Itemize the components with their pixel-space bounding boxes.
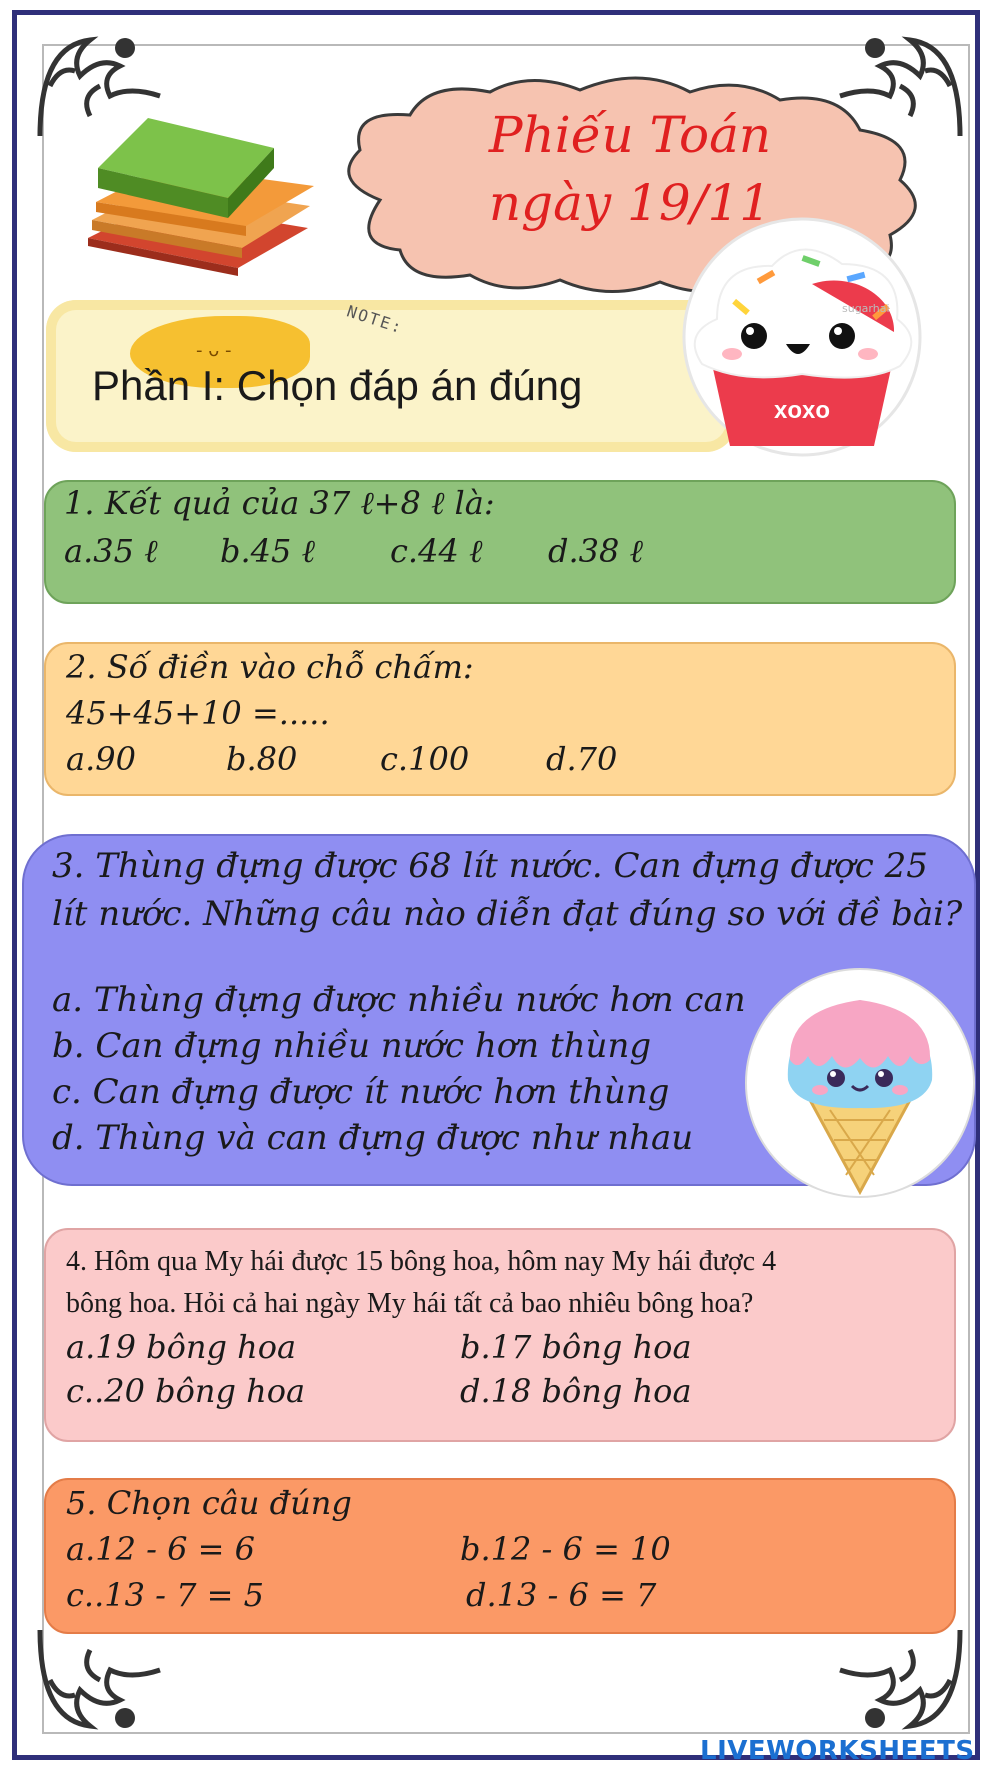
ice-cream-icon	[744, 960, 976, 1206]
question-2-expression: 45+45+10 =.....	[66, 694, 330, 732]
q5-option-d[interactable]: d.13 - 6 = 7	[466, 1576, 657, 1614]
question-3-line-1: 3. Thùng đựng được 68 lít nước. Can đựng được 25	[52, 846, 928, 886]
corner-ornament-bottom-left	[30, 1620, 170, 1740]
q1-option-c[interactable]: c.44 ℓ	[390, 532, 483, 570]
title-line-2: ngày 19/11	[488, 174, 772, 232]
liveworksheets-logo[interactable]: LIVEWORKSHEETS	[700, 1736, 975, 1766]
q3-option-a[interactable]: a. Thùng đựng được nhiều nước hơn can	[52, 980, 746, 1020]
question-3-line-2: lít nước. Những câu nào diễn đạt đúng so với đề bài?	[52, 894, 963, 934]
q3-option-b[interactable]: b. Can đựng nhiều nước hơn thùng	[52, 1026, 652, 1066]
section-heading-panel	[46, 300, 736, 452]
cupcake-brand: sugarhai	[842, 302, 890, 315]
section-heading: Phần I: Chọn đáp án đúng	[92, 362, 583, 409]
cupcake-label: xoxo	[773, 397, 831, 424]
q4-option-d[interactable]: d.18 bông hoa	[460, 1372, 692, 1410]
q5-option-b[interactable]: b.12 - 6 = 10	[460, 1530, 671, 1568]
cupcake-icon	[662, 214, 942, 460]
note-tag: NOTE:	[344, 301, 406, 338]
books-icon	[78, 108, 318, 278]
question-1-text: 1. Kết quả của 37 ℓ+8 ℓ là:	[64, 484, 495, 522]
corner-ornament-bottom-right	[830, 1620, 970, 1740]
title-line-1: Phiếu Toán	[488, 106, 772, 164]
q3-option-c[interactable]: c. Can đựng được ít nước hơn thùng	[52, 1072, 670, 1112]
smiley-face-icon: - ᴗ -	[196, 340, 232, 361]
question-4-line-2: bông hoa. Hỏi cả hai ngày My hái tất cả bao nhiêu bông hoa?	[66, 1288, 754, 1319]
q2-option-a[interactable]: a.90	[66, 740, 136, 778]
q1-option-a[interactable]: a.35 ℓ	[64, 532, 158, 570]
q2-option-c[interactable]: c.100	[380, 740, 470, 778]
question-5-text: 5. Chọn câu đúng	[66, 1484, 352, 1522]
q5-option-c[interactable]: c..13 - 7 = 5	[66, 1576, 265, 1614]
q1-option-d[interactable]: d.38 ℓ	[548, 532, 643, 570]
q4-option-b[interactable]: b.17 bông hoa	[460, 1328, 692, 1366]
q2-option-b[interactable]: b.80	[226, 740, 298, 778]
q5-option-a[interactable]: a.12 - 6 = 6	[66, 1530, 255, 1568]
question-4-line-1: 4. Hôm qua My hái được 15 bông hoa, hôm nay My hái được 4	[66, 1246, 777, 1277]
question-2-text: 2. Số điền vào chỗ chấm:	[66, 648, 474, 686]
q1-option-b[interactable]: b.45 ℓ	[220, 532, 315, 570]
q2-option-d[interactable]: d.70	[546, 740, 618, 778]
q3-option-d[interactable]: d. Thùng và can đựng được như nhau	[52, 1118, 694, 1158]
q4-option-a[interactable]: a.19 bông hoa	[66, 1328, 297, 1366]
q4-option-c[interactable]: c..20 bông hoa	[66, 1372, 306, 1410]
